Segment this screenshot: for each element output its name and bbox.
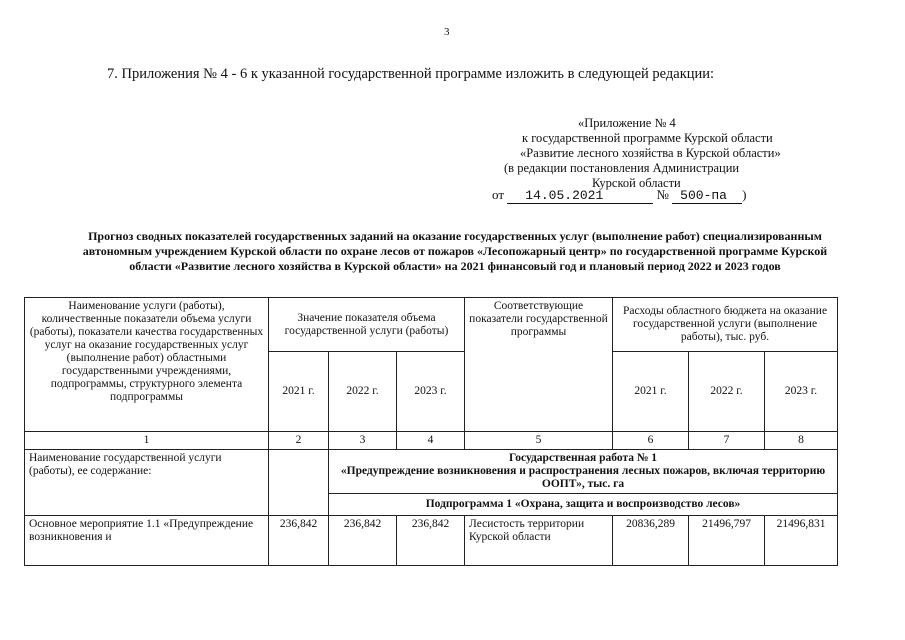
appendix-line: «Развитие лесного хозяйства в Курской области» (520, 146, 781, 160)
column-number: 7 (689, 432, 765, 450)
page-number: 3 (444, 26, 450, 38)
column-number: 5 (465, 432, 613, 450)
row-expense-2022: 21496,797 (689, 516, 765, 566)
header-year-2021: 2021 г. (269, 352, 329, 432)
column-numbers-row (25, 432, 838, 450)
row-indicator: Лесистость территории Курской области (465, 516, 613, 566)
column-number: 3 (329, 432, 397, 450)
column-number: 1 (25, 432, 269, 450)
close-paren: ) (742, 187, 747, 202)
date-prefix: от (492, 187, 505, 202)
appendix-line: Курской области (592, 176, 681, 190)
row-name: Основное мероприятие 1.1 «Предупреждение возникновения и (25, 516, 269, 566)
column-number: 4 (397, 432, 465, 450)
number-prefix: № (656, 187, 669, 202)
header-indicators: Соответствующие показатели государственной программы (465, 298, 613, 432)
forecast-title: Прогноз сводных показателей государственных заданий на оказание государственных услуг (выполнение работ) специализированным автономным учреждением Курской области по охране лесов от пожаров «Лесопожарный центр» по государственной программе Курской области «Развитие лесного хозяйства в Курской области» на 2021 финансовый год и плановый период 2022 и 2023 годов (82, 229, 828, 273)
table-row (25, 516, 838, 566)
header-expenses-group: Расходы областного бюджета на оказание государственной услуги (выполнение работы), тыс. руб. (613, 298, 838, 352)
resolution-date: 14.05.2021 (507, 189, 653, 204)
row-value-2023: 236,842 (397, 516, 465, 566)
header-exp-year-2021: 2021 г. (613, 352, 689, 432)
work-cell (329, 450, 838, 494)
appendix-line: к государственной программе Курской области (522, 131, 773, 145)
header-name: Наименование услуги (работы), количественные показатели объема услуги (работы), показатели качества государственных услуг на оказание государственных услуг (выполнение работ) областными государственными учреждениями, подпрограммы, структурного элемента подпрограммы (25, 298, 269, 432)
column-number: 6 (613, 432, 689, 450)
service-row (25, 450, 838, 494)
header-year-2022: 2022 г. (329, 352, 397, 432)
header-volume-group: Значение показателя объема государственной услуги (работы) (269, 298, 465, 352)
forecast-table (24, 297, 838, 566)
header-year-2023: 2023 г. (397, 352, 465, 432)
appendix-line: «Приложение № 4 (578, 116, 676, 130)
empty-cell (269, 450, 329, 516)
column-number: 2 (269, 432, 329, 450)
subprogram-title: Подпрограмма 1 «Охрана, защита и воспроизводство лесов» (329, 494, 838, 516)
work-title: Государственная работа № 1 (508, 452, 658, 464)
intro-paragraph: 7. Приложения № 4 - 6 к указанной государственной программе изложить в следующей редакции: (107, 66, 715, 82)
resolution-number: 500-па (672, 189, 742, 204)
service-label: Наименование государственной услуги (работы), ее содержание: (25, 450, 269, 516)
work-description: «Предупреждение возникновения и распространения лесных пожаров, включая территорию ООПТ», тыс. га (340, 465, 826, 490)
row-expense-2023: 21496,831 (765, 516, 838, 566)
row-expense-2021: 20836,289 (613, 516, 689, 566)
resolution-date-line (492, 187, 747, 204)
column-number: 8 (765, 432, 838, 450)
appendix-header (490, 116, 830, 191)
row-value-2021: 236,842 (269, 516, 329, 566)
header-exp-year-2022: 2022 г. (689, 352, 765, 432)
row-value-2022: 236,842 (329, 516, 397, 566)
header-exp-year-2023: 2023 г. (765, 352, 838, 432)
appendix-line: (в редакции постановления Администрации (504, 161, 740, 175)
